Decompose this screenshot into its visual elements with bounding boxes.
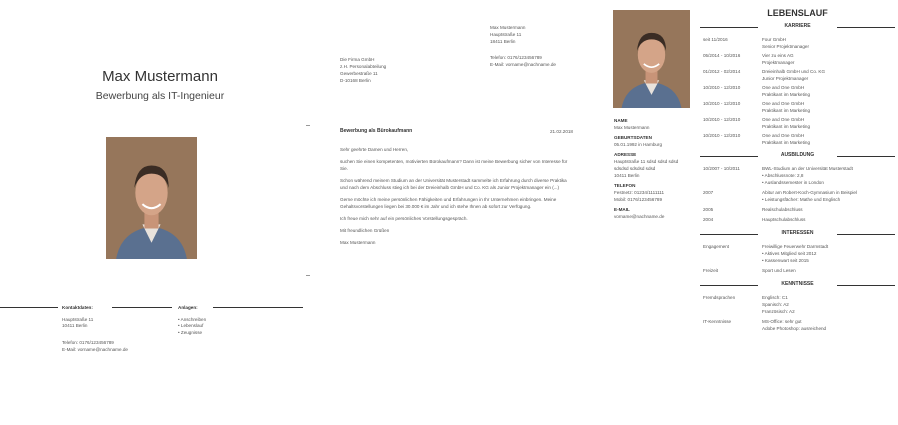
cv-entry-detail: Sport und Lesen	[762, 268, 796, 273]
cv-entry-detail: • Kassenwart seit 2015	[762, 258, 809, 263]
attachments-heading: Anlagen:	[178, 305, 198, 310]
cv-entry-detail: • Abschlussnote: 2,8	[762, 173, 804, 178]
letter-paragraph: Schon während meinem Studium an der Universität Musterstadt sammelte ich Erfahrung durch diverse Praktika und nach dem Abschluss stieg ich bei der Dreieinhalb GmbH und Co. KG als Junior Projektmanager ein (...)	[340, 178, 567, 190]
cv-sidebar-value: Mobil: 0176/123456789	[614, 197, 663, 202]
cv-sidebar	[614, 117, 694, 220]
recipient-line: Gewerbestraße 11	[340, 71, 378, 76]
cv-sidebar-value: Hauptstraße 11 sdsd sdsd sdsd	[614, 159, 679, 164]
cv-entry-date: 05/2014 - 10/2016	[703, 53, 741, 58]
cv-sidebar-value: 05.01.1992 in Hamburg	[614, 142, 663, 147]
cv-entry-detail: Englisch: C1	[762, 295, 788, 300]
attachment-item: • Anschreiben	[178, 317, 207, 322]
cv-entry-detail: • Leistungsfächer: Mathe und Englisch	[762, 197, 841, 202]
cv-entry-date: Fremdsprachen	[703, 295, 736, 300]
letter-paragraph: Sehr geehrte Damen und Herren,	[340, 147, 409, 152]
cv-entry-detail: Spanisch: A2	[762, 302, 789, 307]
attachment-item: • Lebenslauf	[178, 323, 204, 328]
cv-section-header	[700, 281, 895, 289]
recipient-line: z.H. Personalabteilung	[340, 64, 387, 69]
sender-street: Hauptstraße 11	[490, 32, 522, 37]
cv-entry-detail: Abitur am Robert-Koch-Gymnasium in Beispiel	[762, 190, 857, 195]
cv-section-header	[700, 23, 895, 31]
applicant-name: Max Mustermann	[102, 68, 218, 85]
portrait-image	[613, 10, 690, 108]
cv-section-title: AUSBILDUNG	[780, 152, 815, 158]
cv-entry-detail: • Aktives Mitglied seit 2012	[762, 251, 817, 256]
letter-signature: Max Mustermann	[340, 240, 376, 245]
cv-section-header	[700, 152, 895, 160]
cv-photo	[613, 10, 690, 108]
cv-entry-date: 2004	[703, 217, 714, 222]
sender-city: 18411 Berlin	[490, 39, 516, 44]
cv-entry-detail: Französisch: A2	[762, 309, 795, 314]
cv-entry-date: 2007	[703, 190, 714, 195]
cv-entry-date: 10/2010 - 12/2010	[703, 133, 741, 138]
cv-entry-detail: Senior Projektmanager	[762, 44, 809, 49]
cv-section-header	[700, 230, 895, 238]
cv-entry-detail: One and One GmbH	[762, 85, 805, 90]
cv-sidebar-label: NAME	[614, 118, 628, 123]
cv-entry-date: 10/2010 - 12/2010	[703, 85, 741, 90]
cv-entry-detail: Realschulabschluss	[762, 207, 803, 212]
cv-title: LEBENSLAUF	[767, 8, 828, 18]
cv-sidebar-label: TELEFON	[614, 183, 636, 188]
contact-heading: Kontaktdaten:	[62, 305, 93, 310]
cv-entry-detail: One and One GmbH	[762, 133, 805, 138]
cv-entry-date: 10/2010 - 12/2010	[703, 117, 741, 122]
cv-entry-detail: Hauptschulabschluss	[762, 217, 806, 222]
cv-entry-detail: Praktikant im Marketing	[762, 124, 810, 129]
cv-entry-detail: One and One GmbH	[762, 117, 805, 122]
cv-sidebar-value: sdsdsd sdsdsd sdsd	[614, 166, 656, 171]
cv-entry-detail: Junior Projektmanager	[762, 76, 809, 81]
cv-sidebar-label: GEBURTSDATEN	[614, 135, 652, 140]
cv-entry-detail: MS-Office: sehr gut	[762, 319, 802, 324]
letter-closing: Mit freundlichen Grüßen	[340, 228, 390, 233]
cv-entry-detail: Four GmbH	[762, 37, 786, 42]
contact-phone: Telefon: 0176/123456789	[62, 340, 114, 345]
cv-entry-detail: Adobe Photoshop: ausreichend	[762, 326, 827, 331]
cv-entry-detail: Freiwillige Feuerwehr Darmstadt	[762, 244, 829, 249]
cv-entry-detail: Praktikant im Marketing	[762, 92, 810, 97]
cv-entry-detail: BWL-Studium an der Universität Musterstadt	[762, 166, 853, 171]
cv-section-title: KENNTNISSE	[781, 281, 814, 287]
cv-sidebar-value: vorname@nachname.de	[614, 214, 665, 219]
cv-sidebar-value: 10411 Berlin	[614, 173, 640, 178]
applicant-photo	[106, 137, 197, 259]
cv-entry-date: 2005	[703, 207, 714, 212]
recipient-line: D-10168 Berlin	[340, 78, 371, 83]
cv-entry-detail: Vier zu eins AG	[762, 53, 794, 58]
cv-entry-detail: Projektmanager	[762, 60, 795, 65]
letter-paragraph: Gerne möchte ich meine persönlichen Fähigkeiten und Erfahrungen in Ihr Unternehmen einbringen. Meine Gehaltsvorstellungen liegen bei 30.000 € im Jahr und ich stehe Ihnen ab sofort zur Verfügung.	[340, 197, 557, 209]
cv-sidebar-label: E-MAIL	[614, 207, 630, 212]
cv-entry-detail: One and One GmbH	[762, 101, 805, 106]
letter-body	[340, 146, 575, 246]
cv-entry-date: Engagement	[703, 244, 730, 249]
cv-entry-detail: Praktikant im Marketing	[762, 140, 810, 145]
cv-entry-date: Freizeit	[703, 268, 719, 273]
cv-sidebar-label: ADRESSE	[614, 152, 637, 157]
portrait-image	[106, 137, 197, 259]
cv-section-title: INTERESSEN	[781, 230, 814, 236]
cv-section-title: KARRIERE	[784, 23, 811, 29]
cv-entry-detail: Dreieinhalb GmbH und Co. KG	[762, 69, 826, 74]
contact-email: E-Mail: vorname@nachname.de	[62, 347, 128, 352]
sender-phone: Telefon: 0176/123456789	[490, 55, 542, 60]
cv-sidebar-value: Festnetz: 01234/1111111	[614, 190, 665, 195]
attachment-item: • Zeugnisse	[178, 330, 203, 335]
cv-entry-date: 10/2010 - 12/2010	[703, 101, 741, 106]
cv-sidebar-value: Max Mustermann	[614, 125, 650, 130]
letter-subject: Bewerbung als Bürokaufmann	[340, 128, 413, 134]
contact-city: 10411 Berlin	[62, 323, 88, 328]
cv-entry-detail: Praktikant im Marketing	[762, 108, 810, 113]
cv-entry-date: seit 11/2016	[703, 37, 728, 42]
letter-date: 21.02.2018	[550, 129, 573, 134]
cv-entry-date: 10/2007 - 10/2011	[703, 166, 740, 171]
cover-subtitle: Bewerbung als IT-Ingenieur	[95, 90, 225, 102]
cv-entry-detail: • Auslandssemester in London	[762, 180, 824, 185]
letter-paragraph: Ich freue mich sehr auf ein persönliches Vorstellungsgespräch.	[340, 216, 468, 221]
recipient-line: Die Firma GmbH	[340, 57, 375, 62]
cv-entry-date: 01/2012 - 02/2014	[703, 69, 741, 74]
sender-name: Max Mustermann	[490, 25, 526, 30]
cv-entry-date: IT-Kenntnisse	[703, 319, 732, 324]
sender-email: E-Mail: vorname@nachname.de	[490, 62, 556, 67]
letter-paragraph: suchen Sie einen kompetenten, motivierten Bürokaufmann? Dann ist meine Bewerbung sicher von Interesse für Sie.	[340, 159, 568, 171]
contact-street: Hauptstraße 11	[62, 317, 94, 322]
